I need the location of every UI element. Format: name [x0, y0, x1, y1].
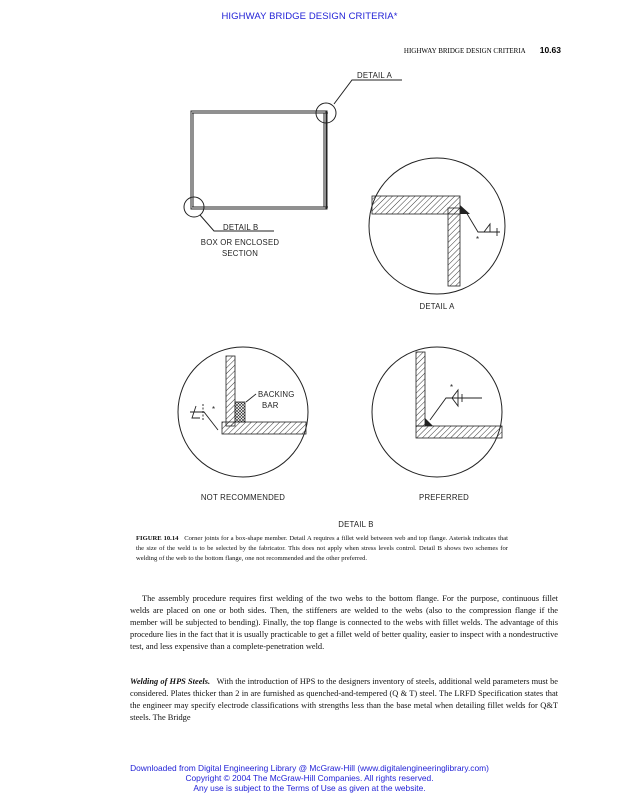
caption-number: FIGURE 10.14	[136, 535, 179, 542]
nr-weld-asterisk: *	[212, 405, 216, 414]
body-paragraph-2	[130, 676, 558, 724]
backing-label-2: BAR	[262, 401, 279, 410]
pref-bottom-flange	[416, 426, 502, 438]
detail-a-leader	[334, 80, 402, 104]
running-title: HIGHWAY BRIDGE DESIGN CRITERIA	[403, 47, 526, 55]
detail-b-caption-label: DETAIL B	[338, 520, 374, 529]
box-section-label-2: SECTION	[221, 249, 259, 258]
nr-web	[226, 356, 235, 426]
body-paragraph-1: The assembly procedure requires first welding of the two webs to the bottom flange. For the purpose, continuous fillet welds are placed on one or both sides. Then, the stiffeners are welded to the webs (also to the compression flange if the member will be subjected to bending). Finally, the top flange is connected to the webs with fillet welds. The advantage of this procedure lies in the fact that it is usually practicable to get a fillet weld of better quality, easier to inspect with a nondestructive test, and less expensive than a complete-penetration weld.	[130, 594, 558, 651]
footer-terms: Any use is subject to the Terms of Use as given at the website.	[193, 783, 426, 793]
box-section-label-1: BOX OR ENCLOSED	[200, 238, 280, 247]
detail-a-drawing	[369, 158, 505, 294]
page-number: 10.63	[539, 45, 561, 55]
pref-web	[416, 352, 425, 426]
footer-copyright: Copyright © 2004 The McGraw-Hill Companies. All rights reserved.	[185, 773, 434, 783]
caption-text: Corner joints for a box-shape member. Detail A requires a fillet weld between web and top flange. Asterisk indicates that the size of the weld is to be selected by the fabricator. This does not apply when stress levels control. Detail B shows two schemes for welding of the web to the bottom flange, one not recommended and the other preferred.	[136, 535, 508, 562]
pref-weld-leader	[430, 398, 482, 420]
pref-weld-asterisk: *	[450, 383, 454, 392]
detail-a-web	[448, 208, 460, 286]
detail-a-caption-label: DETAIL A	[419, 302, 455, 311]
detail-a-top-flange	[372, 196, 460, 214]
detail-a-top-label: DETAIL A	[357, 71, 392, 80]
detail-a-fillet-weld	[460, 205, 470, 214]
top-banner: HIGHWAY BRIDGE DESIGN CRITERIA*	[221, 11, 398, 22]
figure-caption	[136, 534, 508, 564]
not-recommended-label: NOT RECOMMENDED	[200, 493, 286, 502]
footer	[0, 763, 619, 793]
pref-fillet-weld	[425, 418, 433, 426]
backing-label-1: BACKING	[258, 390, 295, 399]
section-heading-hps: Welding of HPS Steels.	[130, 677, 211, 686]
preferred-label: PREFERRED	[419, 493, 469, 502]
para2-text: With the introduction of HPS to the designers inventory of steels, additional weld parameters must be considered. Plates thicker than 2 in are furnished as quenched-and-tempered (Q & T) steel. The LRFD Specification states that the engineer may specify electrode classifications with strengths less than the base metal when detailing fillet welds for Q&T steels. The Bridge	[130, 677, 559, 722]
detail-a-weld-asterisk: *	[476, 235, 480, 244]
detail-b-preferred-drawing	[372, 347, 502, 477]
nr-backing-bar	[235, 402, 245, 422]
footer-download-link[interactable]: Downloaded from Digital Engineering Library @ McGraw-Hill (www.digitalengineeringlibrary.com)	[130, 763, 489, 773]
detail-b-not-recommended-drawing	[178, 347, 308, 477]
nr-bottom-flange	[222, 422, 306, 434]
nr-weld-leader	[190, 412, 218, 430]
detail-b-left-label: DETAIL B	[223, 223, 259, 232]
box-section-drawing	[184, 80, 402, 231]
